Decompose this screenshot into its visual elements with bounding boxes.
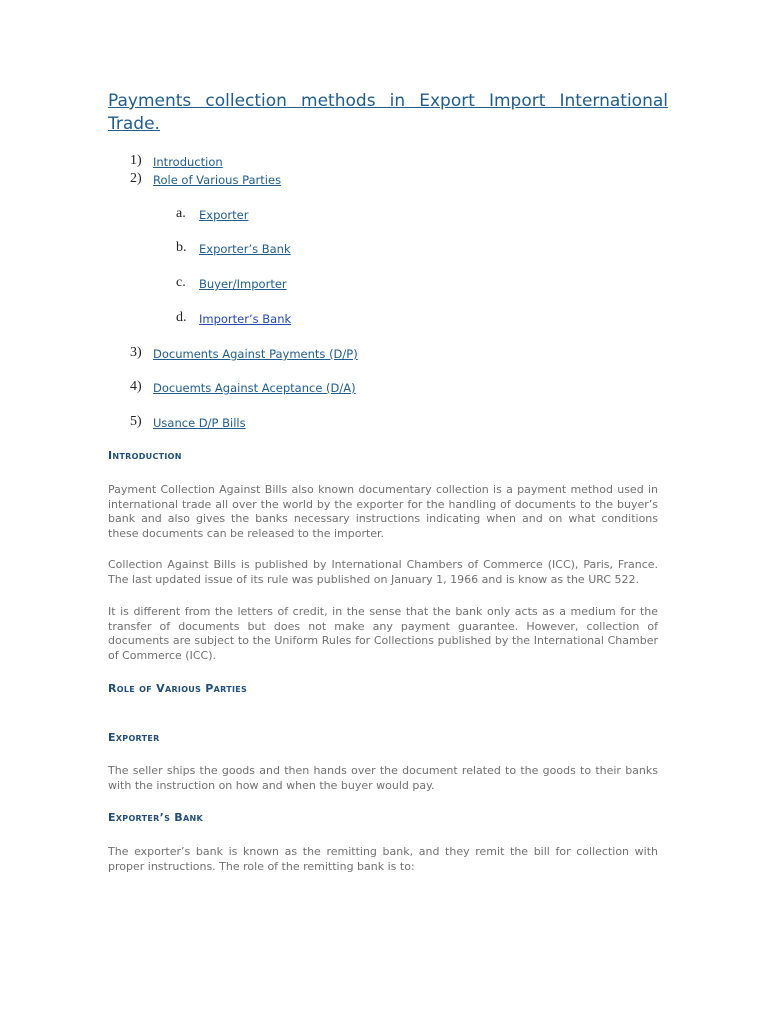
toc-number: 1) (130, 153, 142, 168)
toc-number: 3) (130, 345, 142, 360)
toc-number: 2) (130, 171, 142, 186)
toc-link-exporters-bank[interactable]: Exporter’s Bank (199, 242, 291, 256)
toc-number: 5) (130, 414, 142, 429)
toc-sub-letter: b. (176, 240, 187, 255)
intro-paragraph-1: Payment Collection Against Bills also known documentary collection is a payment method used in international trade all over the world by the exporter for the handling of documents to the buyer’s bank and also gives the banks necessary instructions indicating when and on what conditions these documents can be released to the importer. (108, 483, 658, 540)
section-heading-introduction: Introduction (108, 449, 182, 462)
intro-paragraph-3: It is different from the letters of credit, in the sense that the bank only acts as a medium for the transfer of documents but does not make any payment guarantee. However, collection of documents are subject to the Uniform Rules for Collections published by the International Chamber of Commerce (ICC). (108, 605, 658, 662)
toc-link-role-of-various-parties[interactable]: Role of Various Parties (153, 173, 282, 187)
toc-sub-letter: a. (176, 206, 186, 221)
exporter-paragraph: The seller ships the goods and then hands over the document related to the goods to their banks with the instruction on how and when the buyer would pay. (108, 764, 658, 792)
section-heading-exporter: Exporter (108, 731, 160, 744)
intro-paragraph-2: Collection Against Bills is published by International Chambers of Commerce (ICC), Paris, France. The last updated issue of its rule was published on January 1, 1966 and is know as the URC 522. (108, 558, 658, 586)
toc-sub-letter: c. (176, 275, 186, 290)
toc-link-usance-dp-bills[interactable]: Usance D/P Bills (153, 416, 246, 430)
toc-sub-letter: d. (176, 310, 187, 325)
section-heading-role-of-various-parties: Role of Various Parties (108, 682, 248, 695)
toc-link-buyer-importer[interactable]: Buyer/Importer (199, 277, 287, 291)
toc-link-importers-bank[interactable]: Importer’s Bank (199, 312, 292, 326)
toc-link-documents-against-payments[interactable]: Documents Against Payments (D/P) (153, 347, 358, 361)
section-heading-exporters-bank: Exporter’s Bank (108, 811, 203, 824)
exporters-bank-paragraph: The exporter’s bank is known as the remitting bank, and they remit the bill for collection with proper instructions. The role of the remitting bank is to: (108, 845, 658, 873)
toc-link-exporter[interactable]: Exporter (199, 208, 249, 222)
toc-link-introduction[interactable]: Introduction (153, 155, 223, 169)
toc-number: 4) (130, 379, 142, 394)
document-title[interactable]: Payments collection methods in Export Import International Trade. (108, 91, 668, 134)
toc-link-documents-against-acceptance[interactable]: Docuemts Against Aceptance (D/A) (153, 381, 356, 395)
